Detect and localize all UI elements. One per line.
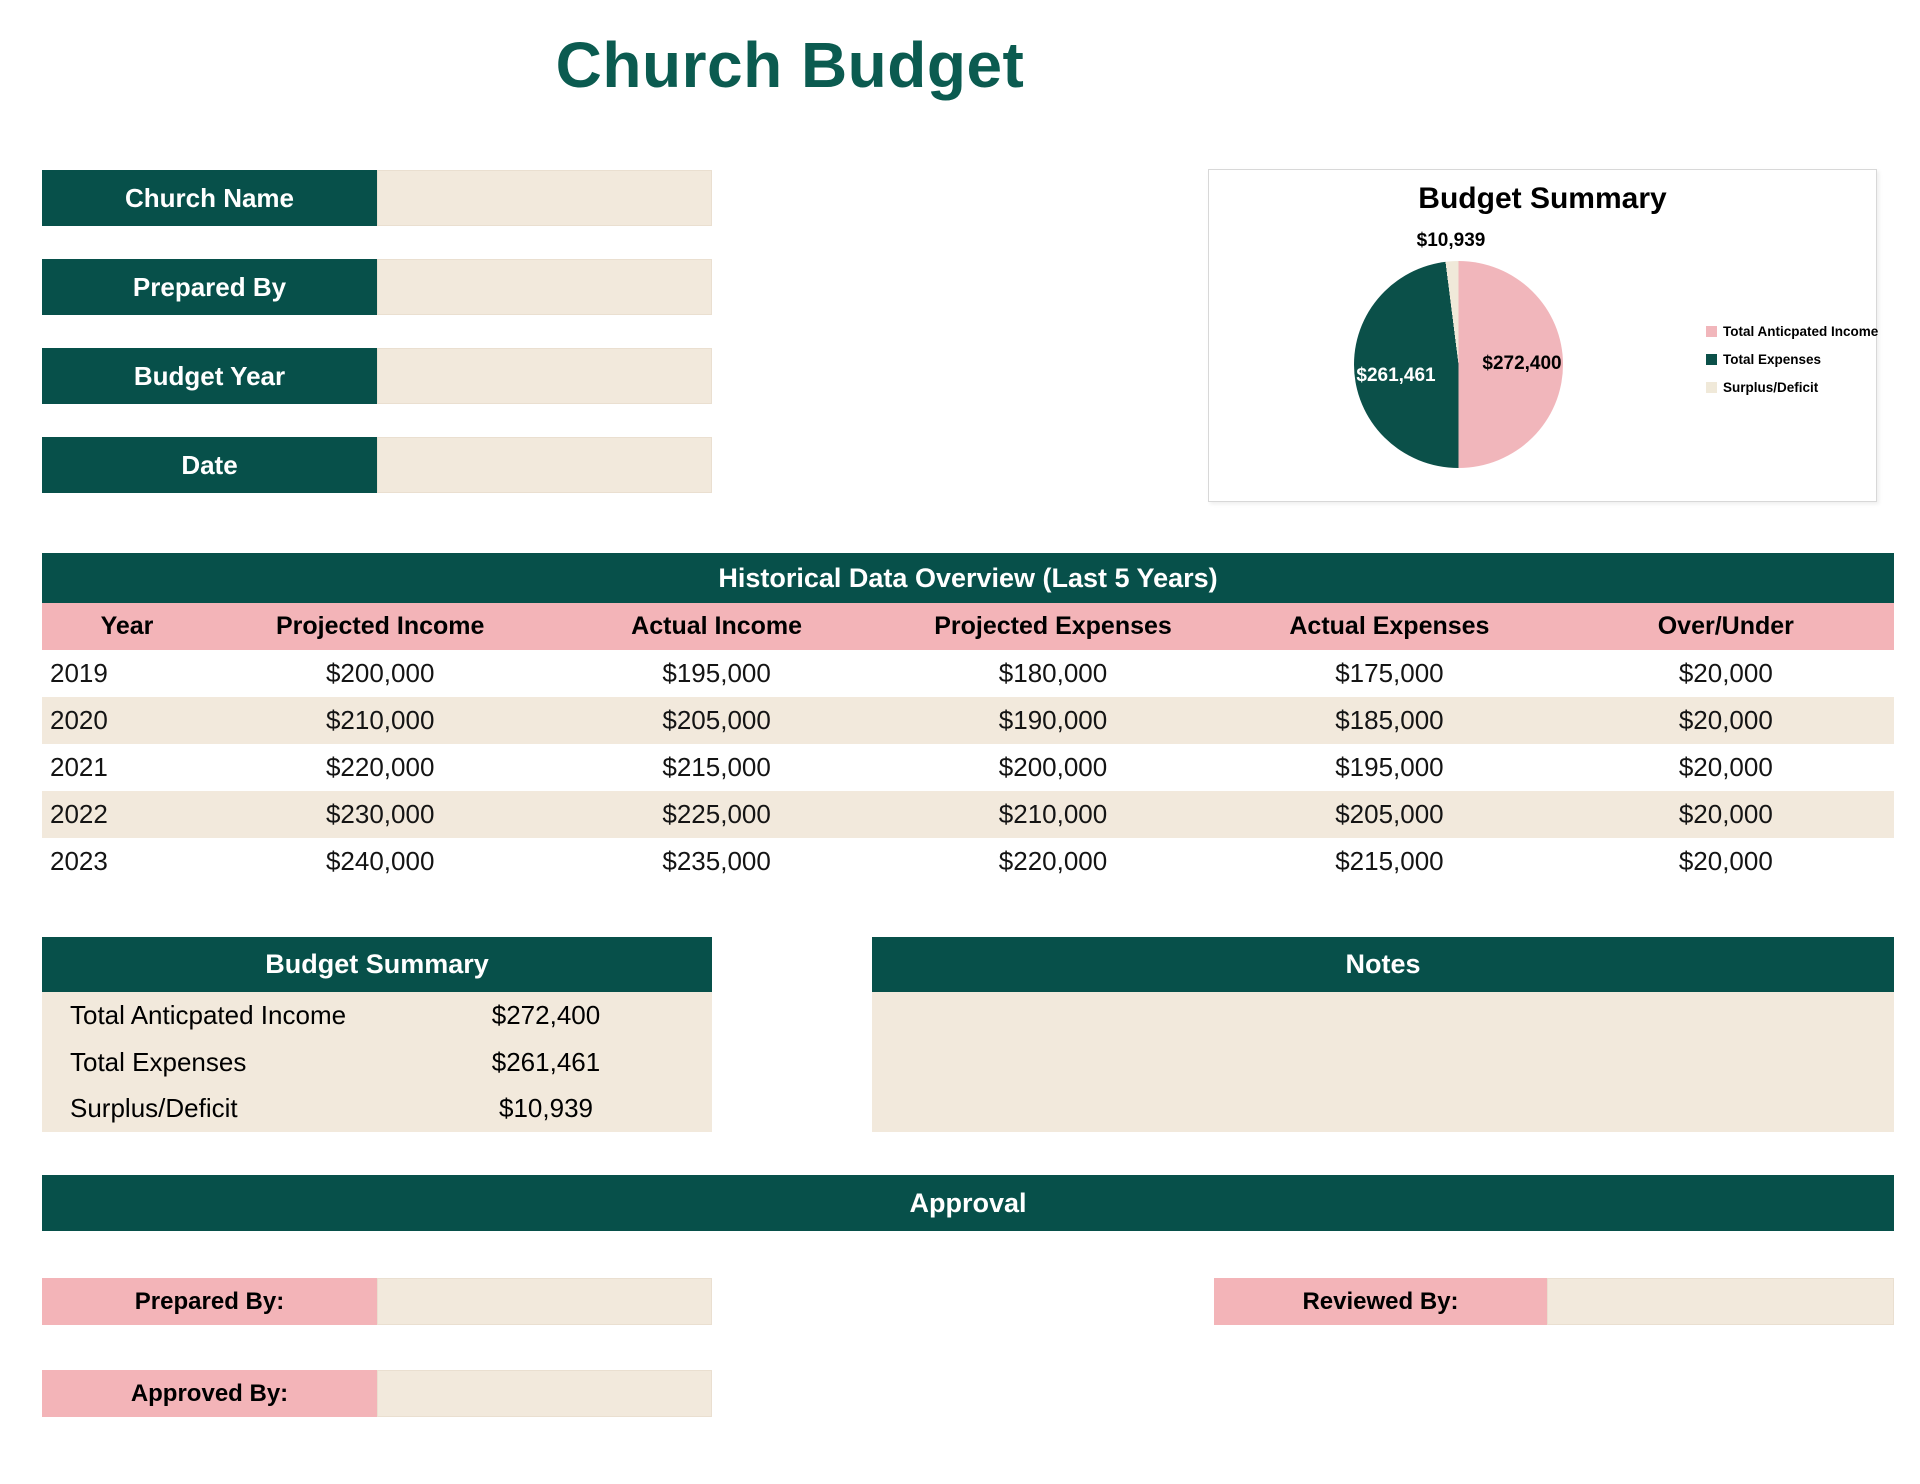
- table-row[interactable]: [42, 838, 1894, 885]
- legend-swatch-expenses: [1706, 354, 1717, 365]
- pie-label-surplus: $10,939: [1416, 230, 1486, 251]
- legend-label-expenses: Total Expenses: [1723, 352, 1822, 367]
- table-cell[interactable]: $215,000: [662, 752, 771, 782]
- table-cell[interactable]: $20,000: [1678, 705, 1773, 735]
- table-cell[interactable]: $180,000: [998, 658, 1108, 688]
- table-cell[interactable]: $230,000: [325, 799, 435, 829]
- legend-label-surplus: Surplus/Deficit: [1723, 380, 1819, 395]
- table-cell[interactable]: 2023: [50, 846, 108, 876]
- legend-item: [1706, 352, 1878, 367]
- history-header-row: [42, 603, 1894, 650]
- legend-item: [1706, 380, 1878, 395]
- table-cell[interactable]: 2020: [50, 705, 108, 735]
- approval-reviewed-by-input[interactable]: [1547, 1278, 1894, 1325]
- pie-label-income: $272,400: [1482, 353, 1562, 374]
- table-cell[interactable]: $195,000: [662, 658, 771, 688]
- summary-value-income[interactable]: $272,400: [491, 999, 601, 1030]
- date-input[interactable]: [377, 437, 712, 493]
- table-cell[interactable]: $200,000: [325, 658, 435, 688]
- table-row[interactable]: [42, 650, 1894, 697]
- legend-label-income: Total Anticpated Income: [1723, 324, 1879, 339]
- table-cell[interactable]: $20,000: [1678, 752, 1773, 782]
- column-header-actual-expenses: Actual Expenses: [1289, 612, 1490, 640]
- summary-label-income: Total Anticpated Income: [70, 999, 347, 1030]
- table-cell[interactable]: $20,000: [1678, 658, 1773, 688]
- prepared-by-label: Prepared By: [42, 259, 377, 315]
- table-cell[interactable]: $20,000: [1678, 846, 1773, 876]
- table-row[interactable]: [42, 744, 1894, 791]
- table-cell[interactable]: $210,000: [998, 799, 1108, 829]
- prepared-by-input[interactable]: [377, 259, 712, 315]
- approval-prepared-by-input[interactable]: [377, 1278, 712, 1325]
- budget-year-label: Budget Year: [42, 348, 377, 404]
- history-section-title: Historical Data Overview (Last 5 Years): [42, 553, 1894, 603]
- table-cell[interactable]: $190,000: [998, 705, 1108, 735]
- table-cell[interactable]: $185,000: [1335, 705, 1444, 735]
- budget-summary-chart: [1208, 169, 1877, 502]
- table-cell[interactable]: $210,000: [325, 705, 435, 735]
- approval-row-approved-by: [42, 1370, 712, 1417]
- approval-row-prepared-by: [42, 1278, 712, 1325]
- form-row-date: [42, 437, 712, 493]
- table-cell[interactable]: $220,000: [998, 846, 1108, 876]
- summary-row: [42, 992, 712, 1039]
- date-label: Date: [42, 437, 377, 493]
- chart-title: Budget Summary: [1418, 182, 1667, 215]
- approval-approved-by-input[interactable]: [377, 1370, 712, 1417]
- table-cell[interactable]: $205,000: [1335, 799, 1444, 829]
- table-cell[interactable]: $200,000: [998, 752, 1108, 782]
- legend-item: [1706, 324, 1878, 339]
- table-cell[interactable]: 2022: [50, 799, 108, 829]
- approval-row-reviewed-by: [1214, 1278, 1894, 1325]
- budget-year-input[interactable]: [377, 348, 712, 404]
- approval-approved-by-label: Approved By:: [42, 1370, 377, 1417]
- notes-section-title: Notes: [872, 937, 1894, 992]
- summary-label-expenses: Total Expenses: [70, 1046, 247, 1077]
- page-title: Church Budget: [555, 29, 1025, 101]
- column-header-over-under: Over/Under: [1657, 612, 1794, 640]
- table-cell[interactable]: $220,000: [325, 752, 435, 782]
- approval-prepared-by-label: Prepared By:: [42, 1278, 377, 1325]
- legend-swatch-surplus: [1706, 382, 1717, 393]
- table-row[interactable]: [42, 791, 1894, 838]
- table-cell[interactable]: $175,000: [1335, 658, 1444, 688]
- summary-row: [42, 1085, 712, 1132]
- table-cell[interactable]: $195,000: [1335, 752, 1444, 782]
- chart-legend: [1706, 324, 1878, 408]
- summary-value-expenses[interactable]: $261,461: [491, 1046, 601, 1077]
- summary-body: [42, 992, 712, 1132]
- table-cell[interactable]: $215,000: [1335, 846, 1444, 876]
- column-header-actual-income: Actual Income: [631, 612, 803, 640]
- table-cell[interactable]: $235,000: [662, 846, 771, 876]
- legend-swatch-income: [1706, 326, 1717, 337]
- summary-value-surplus[interactable]: $10,939: [499, 1093, 593, 1124]
- approval-section-title: Approval: [42, 1175, 1894, 1231]
- column-header-projected-expenses: Projected Expenses: [934, 612, 1172, 640]
- column-header-year: Year: [100, 612, 154, 640]
- summary-label-surplus: Surplus/Deficit: [70, 1093, 238, 1124]
- table-cell[interactable]: $20,000: [1678, 799, 1773, 829]
- table-cell[interactable]: $240,000: [325, 846, 435, 876]
- form-row-prepared-by: [42, 259, 712, 315]
- column-header-projected-income: Projected Income: [276, 612, 485, 640]
- church-name-label: Church Name: [42, 170, 377, 226]
- pie-label-expenses: $261,461: [1356, 365, 1436, 386]
- notes-input-area[interactable]: [872, 992, 1894, 1132]
- church-name-input[interactable]: [377, 170, 712, 226]
- history-table-body: [42, 650, 1894, 885]
- table-cell[interactable]: 2021: [50, 752, 108, 782]
- table-cell[interactable]: $225,000: [662, 799, 771, 829]
- approval-reviewed-by-label: Reviewed By:: [1214, 1278, 1547, 1325]
- table-cell[interactable]: 2019: [50, 658, 108, 688]
- table-cell[interactable]: $205,000: [662, 705, 771, 735]
- form-row-church-name: [42, 170, 712, 226]
- summary-row: [42, 1039, 712, 1086]
- table-row[interactable]: [42, 697, 1894, 744]
- summary-section-title: Budget Summary: [42, 937, 712, 992]
- form-row-budget-year: [42, 348, 712, 404]
